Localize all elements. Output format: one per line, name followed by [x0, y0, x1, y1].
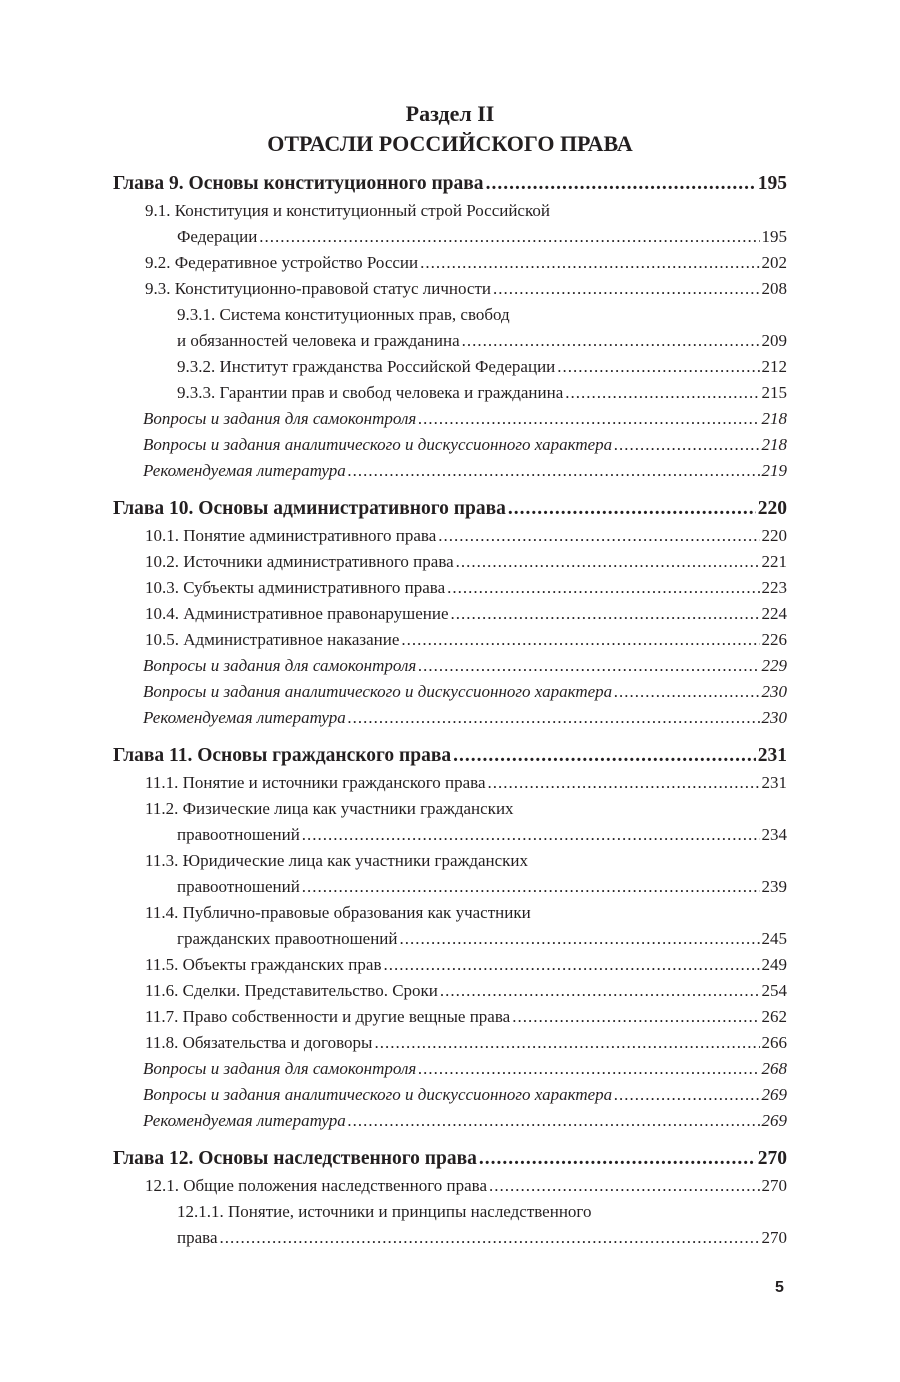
- toc-page-number: 219: [761, 461, 787, 480]
- dot-leader: [456, 549, 760, 575]
- toc-page-number: 270: [761, 1176, 787, 1195]
- toc-page-number: 229: [761, 656, 787, 675]
- toc-entry[interactable]: [113, 770, 787, 796]
- toc-page-number: 209: [761, 331, 787, 350]
- dot-leader: [348, 705, 760, 731]
- dot-leader: [508, 495, 756, 523]
- toc-entry[interactable]: [113, 705, 787, 731]
- toc-entry-title: 10.3. Субъекты административного права: [145, 578, 446, 597]
- toc-entry[interactable]: [113, 224, 787, 250]
- toc-entry-title: 11.7. Право собственности и другие вещные права: [145, 1007, 511, 1026]
- toc-page-number: 254: [761, 981, 787, 1000]
- toc-page-number: 268: [761, 1059, 787, 1078]
- dot-leader: [462, 328, 760, 354]
- toc-entry-title: Глава 11. Основы гражданского права: [113, 745, 452, 766]
- toc-page-number: 269: [761, 1111, 787, 1130]
- toc-page-number: 224: [761, 604, 787, 623]
- dot-leader: [401, 627, 759, 653]
- toc-entry-title: 10.1. Понятие административного права: [145, 526, 437, 545]
- toc-entry-title: Глава 10. Основы административного права: [113, 498, 506, 519]
- toc-entry[interactable]: [113, 796, 787, 822]
- toc-entry-title: 12.1. Общие положения наследственного права: [145, 1176, 488, 1195]
- dot-leader: [488, 770, 760, 796]
- toc-entry-title: Рекомендуемая литература: [143, 461, 346, 480]
- dot-leader: [302, 822, 760, 848]
- dot-leader: [479, 1145, 756, 1173]
- toc-entry-title: 10.5. Административное наказание: [145, 630, 400, 649]
- toc-entry-title: 11.4. Публично-правовые образования как участники: [145, 903, 531, 922]
- toc-entry-title: Вопросы и задания для самоконтроля: [143, 656, 417, 675]
- toc-page-number: 218: [761, 409, 787, 428]
- toc-chapter-entry[interactable]: [113, 170, 787, 198]
- toc-entry-title: 11.1. Понятие и источники гражданского права: [145, 773, 486, 792]
- toc-page-number: 223: [761, 578, 787, 597]
- toc-entry[interactable]: [113, 1173, 787, 1199]
- dot-leader: [374, 1030, 759, 1056]
- toc-entry-title: 11.2. Физические лица как участники гражданских: [145, 799, 514, 818]
- table-of-contents: [113, 170, 787, 1251]
- toc-page-number: 218: [761, 435, 787, 454]
- toc-entry[interactable]: [113, 354, 787, 380]
- dot-leader: [418, 406, 759, 432]
- dot-leader: [565, 380, 759, 406]
- toc-page-number: 245: [761, 929, 787, 948]
- toc-entry-title: 11.5. Объекты гражданских прав: [145, 955, 382, 974]
- toc-entry[interactable]: [113, 952, 787, 978]
- toc-page-number: 231: [757, 745, 787, 766]
- toc-entry-title: 9.3.1. Система конституционных прав, свобод: [177, 305, 510, 324]
- dot-leader: [418, 1056, 759, 1082]
- toc-page-number: 208: [761, 279, 787, 298]
- toc-entry-title: права: [177, 1228, 218, 1247]
- toc-chapter-entry[interactable]: [113, 1145, 787, 1173]
- dot-leader: [400, 926, 760, 952]
- toc-entry[interactable]: [113, 1004, 787, 1030]
- toc-entry-title: Вопросы и задания аналитического и дискуссионного характера: [143, 435, 613, 454]
- toc-entry[interactable]: [113, 458, 787, 484]
- toc-page-number: 202: [761, 253, 787, 272]
- toc-page-number: 195: [757, 173, 787, 194]
- toc-entry-title: Вопросы и задания аналитического и дискуссионного характера: [143, 682, 613, 701]
- toc-page-number: 270: [757, 1148, 787, 1169]
- toc-entry-title: правоотношений: [177, 877, 300, 896]
- toc-entry[interactable]: [113, 406, 787, 432]
- toc-entry-title: 11.3. Юридические лица как участники гражданских: [145, 851, 529, 870]
- toc-entry-title: 9.1. Конституция и конституционный строй Российской: [145, 201, 550, 220]
- dot-leader: [486, 170, 756, 198]
- toc-page-number: 249: [761, 955, 787, 974]
- section-title: ОТРАСЛИ РОССИЙСКОГО ПРАВА: [267, 131, 633, 156]
- toc-entry[interactable]: [113, 978, 787, 1004]
- toc-entry[interactable]: [113, 250, 787, 276]
- dot-leader: [302, 874, 760, 900]
- toc-page-number: 262: [761, 1007, 787, 1026]
- toc-page-number: 234: [761, 825, 787, 844]
- toc-entry-title: Глава 12. Основы наследственного права: [113, 1148, 477, 1169]
- toc-entry[interactable]: [113, 302, 787, 328]
- dot-leader: [348, 1108, 760, 1134]
- toc-entry[interactable]: [113, 653, 787, 679]
- toc-entry[interactable]: [113, 601, 787, 627]
- toc-page-number: 212: [761, 357, 787, 376]
- toc-page-number: 195: [761, 227, 787, 246]
- toc-entry[interactable]: [113, 1056, 787, 1082]
- toc-entry-title: гражданских правоотношений: [177, 929, 398, 948]
- toc-entry[interactable]: [113, 1082, 787, 1108]
- toc-page-number: 226: [761, 630, 787, 649]
- toc-entry-title: 9.2. Федеративное устройство России: [145, 253, 419, 272]
- dot-leader: [447, 575, 759, 601]
- toc-entry-title: 9.3.2. Институт гражданства Российской Федерации: [177, 357, 556, 376]
- dot-leader: [453, 742, 756, 770]
- toc-entry[interactable]: [113, 523, 787, 549]
- toc-entry-title: 11.6. Сделки. Представительство. Сроки: [145, 981, 438, 1000]
- dot-leader: [614, 432, 759, 458]
- dot-leader: [493, 276, 760, 302]
- dot-leader: [614, 679, 759, 705]
- toc-entry[interactable]: [113, 1030, 787, 1056]
- toc-entry-title: 12.1.1. Понятие, источники и принципы наследственного: [177, 1202, 592, 1221]
- dot-leader: [440, 978, 760, 1004]
- toc-entry[interactable]: [113, 1108, 787, 1134]
- toc-entry[interactable]: [113, 627, 787, 653]
- toc-page-number: 231: [761, 773, 787, 792]
- toc-entry[interactable]: [113, 679, 787, 705]
- dot-leader: [383, 952, 759, 978]
- dot-leader: [614, 1082, 759, 1108]
- toc-page-number: 270: [761, 1228, 787, 1247]
- toc-entry[interactable]: [113, 1225, 787, 1251]
- toc-entry-title: Вопросы и задания для самоконтроля: [143, 1059, 417, 1078]
- toc-entry[interactable]: [113, 276, 787, 302]
- dot-leader: [220, 1225, 760, 1251]
- toc-entry[interactable]: [113, 1199, 787, 1225]
- dot-leader: [420, 250, 759, 276]
- toc-entry-title: 10.4. Административное правонарушение: [145, 604, 449, 623]
- toc-entry-title: Федерации: [177, 227, 258, 246]
- dot-leader: [512, 1004, 759, 1030]
- dot-leader: [259, 224, 759, 250]
- toc-entry[interactable]: [113, 900, 787, 926]
- toc-entry-title: Вопросы и задания аналитического и дискуссионного характера: [143, 1085, 613, 1104]
- toc-entry[interactable]: [113, 575, 787, 601]
- toc-page-number: 239: [761, 877, 787, 896]
- toc-page-number: 220: [757, 498, 787, 519]
- page-number: 5: [775, 1279, 784, 1296]
- toc-entry-title: 9.3.3. Гарантии прав и свобод человека и гражданина: [177, 383, 564, 402]
- toc-entry-title: 10.2. Источники административного права: [145, 552, 454, 571]
- toc-entry[interactable]: [113, 848, 787, 874]
- toc-entry-title: правоотношений: [177, 825, 300, 844]
- toc-page-number: 221: [761, 552, 787, 571]
- toc-entry-title: Рекомендуемая литература: [143, 708, 346, 727]
- dot-leader: [438, 523, 759, 549]
- section-label: Раздел II: [405, 101, 495, 126]
- toc-page-number: 230: [761, 682, 787, 701]
- toc-entry-title: Глава 9. Основы конституционного права: [113, 173, 484, 194]
- toc-entry-title: 9.3. Конституционно-правовой статус личности: [145, 279, 491, 298]
- dot-leader: [451, 601, 760, 627]
- toc-entry-title: 11.8. Обязательства и договоры: [145, 1033, 373, 1052]
- toc-entry[interactable]: [113, 432, 787, 458]
- toc-chapter-entry[interactable]: [113, 742, 787, 770]
- toc-entry[interactable]: [113, 874, 787, 900]
- toc-entry[interactable]: [113, 380, 787, 406]
- toc-page-number: 220: [761, 526, 787, 545]
- toc-entry-title: Рекомендуемая литература: [143, 1111, 346, 1130]
- toc-page-number: 269: [761, 1085, 787, 1104]
- toc-entry-title: и обязанностей человека и гражданина: [177, 331, 460, 350]
- toc-entry[interactable]: [113, 926, 787, 952]
- dot-leader: [418, 653, 759, 679]
- toc-page-number: 215: [761, 383, 787, 402]
- toc-entry-title: Вопросы и задания для самоконтроля: [143, 409, 417, 428]
- dot-leader: [489, 1173, 759, 1199]
- toc-entry[interactable]: [113, 549, 787, 575]
- toc-page-number: 266: [761, 1033, 787, 1052]
- toc-chapter-entry[interactable]: [113, 495, 787, 523]
- toc-page-number: 230: [761, 708, 787, 727]
- toc-entry[interactable]: [113, 822, 787, 848]
- toc-entry[interactable]: [113, 198, 787, 224]
- toc-entry[interactable]: [113, 328, 787, 354]
- dot-leader: [348, 458, 760, 484]
- dot-leader: [557, 354, 759, 380]
